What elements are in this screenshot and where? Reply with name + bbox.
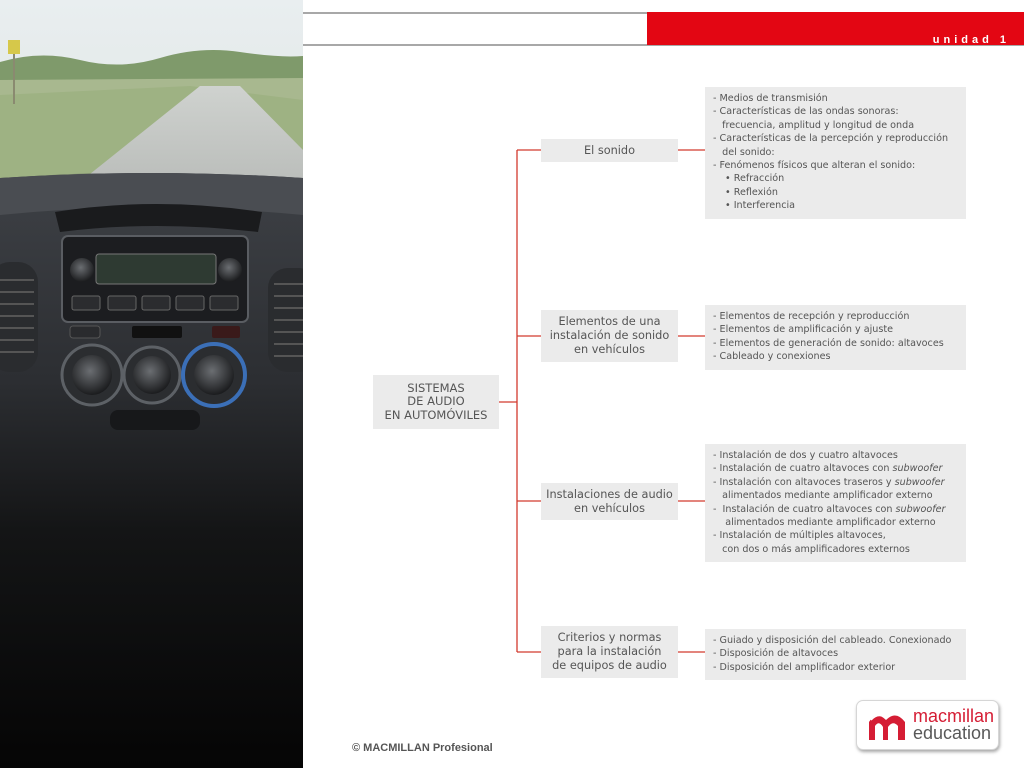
category-node-instalaciones (541, 483, 678, 520)
detail-item (713, 105, 958, 118)
detail-item (713, 634, 958, 647)
detail-item-text: - Medios de transmisión (713, 93, 828, 104)
category-label: en vehículos (574, 501, 645, 515)
detail-box-criterios (705, 629, 966, 680)
category-label: en vehículos (574, 342, 645, 356)
category-node-sonido (541, 139, 678, 162)
root-line: DE AUDIO (407, 394, 465, 409)
macmillan-logo-icon (866, 706, 908, 744)
category-label: para la instalación (557, 645, 662, 659)
detail-item-text: - Instalación con altavoces traseros y (713, 476, 895, 488)
detail-item (713, 350, 958, 363)
copyright-text: © MACMILLAN Profesional (352, 742, 493, 754)
detail-item-text: • Reflexión (725, 186, 778, 198)
detail-item-text: - Características de la percepción y reproducción (713, 133, 949, 145)
detail-item (713, 337, 958, 350)
detail-item (713, 323, 958, 336)
detail-item (713, 199, 958, 212)
detail-item-emphasis: subwoofer (892, 463, 943, 475)
detail-item (713, 186, 958, 199)
detail-item-text: - Características de las ondas sonoras: (713, 106, 899, 118)
detail-item (713, 503, 958, 516)
detail-item-text: del sonido: (713, 146, 775, 158)
root-line: SISTEMAS (407, 380, 465, 395)
detail-item (713, 449, 958, 462)
detail-item (713, 661, 958, 674)
category-label: de equipos de audio (552, 658, 667, 672)
root-line: EN AUTOMÓVILES (384, 407, 488, 422)
category-node-criterios (541, 626, 678, 678)
detail-item (713, 647, 958, 660)
logo-line-1: macmillan (913, 706, 995, 726)
detail-item-text: - Guiado y disposición del cableado. Conexionado (713, 635, 952, 646)
detail-item (713, 489, 958, 502)
category-node-elementos (541, 310, 678, 362)
category-label: El sonido (583, 143, 636, 157)
detail-item-emphasis: subwoofer (895, 503, 946, 515)
unit-label: unidad 1 (932, 34, 1010, 46)
detail-item (713, 172, 958, 185)
detail-item (713, 476, 958, 489)
detail-item-text: - Disposición del amplificador exterior (713, 661, 896, 673)
detail-box-instalaciones (705, 444, 966, 562)
detail-item-text: - Elementos de recepción y reproducción (713, 311, 910, 322)
detail-item (713, 529, 958, 542)
detail-item-text: - Instalación de múltiples altavoces, (713, 530, 886, 542)
detail-item-text: alimentados mediante amplificador externo (713, 490, 933, 502)
detail-item (713, 159, 958, 172)
category-label: Instalaciones de audio (546, 487, 673, 501)
detail-item (713, 516, 958, 529)
detail-item-text: - Instalación de dos y cuatro altavoces (713, 450, 898, 461)
detail-item (713, 462, 958, 475)
category-label: instalación de sonido (549, 329, 670, 343)
detail-item (713, 132, 958, 145)
detail-item-text: • Interferencia (725, 200, 796, 212)
detail-item-text: - Cableado y conexiones (713, 351, 831, 363)
detail-item-text: - Instalación de cuatro altavoces con (713, 503, 896, 515)
detail-item-text: frecuencia, amplitud y longitud de onda (713, 119, 915, 131)
detail-item (713, 310, 958, 323)
detail-box-elementos (705, 305, 966, 370)
detail-item-text: - Instalación de cuatro altavoces con (713, 463, 893, 475)
detail-item (713, 146, 958, 159)
detail-item-text: - Disposición de altavoces (713, 648, 839, 660)
detail-item-text: • Refracción (725, 173, 785, 185)
category-label: Elementos de una (558, 315, 661, 329)
detail-item (713, 92, 958, 105)
detail-item-emphasis: subwoofer (894, 476, 945, 488)
logo-line-2: education (913, 723, 992, 743)
detail-item (713, 543, 958, 556)
detail-item-text: - Elementos de amplificación y ajuste (713, 324, 893, 336)
category-label: Criterios y normas (557, 631, 662, 645)
detail-item-text: - Fenómenos físicos que alteran el sonido: (713, 160, 916, 172)
detail-item-text: alimentados mediante amplificador externo (713, 517, 936, 529)
detail-item-text: - Elementos de generación de sonido: altavoces (713, 337, 944, 349)
detail-item (713, 119, 958, 132)
detail-box-sonido (705, 87, 966, 219)
root-node (373, 375, 499, 429)
macmillan-education-logo (856, 700, 999, 750)
detail-item-text: con dos o más amplificadores externos (713, 543, 910, 555)
